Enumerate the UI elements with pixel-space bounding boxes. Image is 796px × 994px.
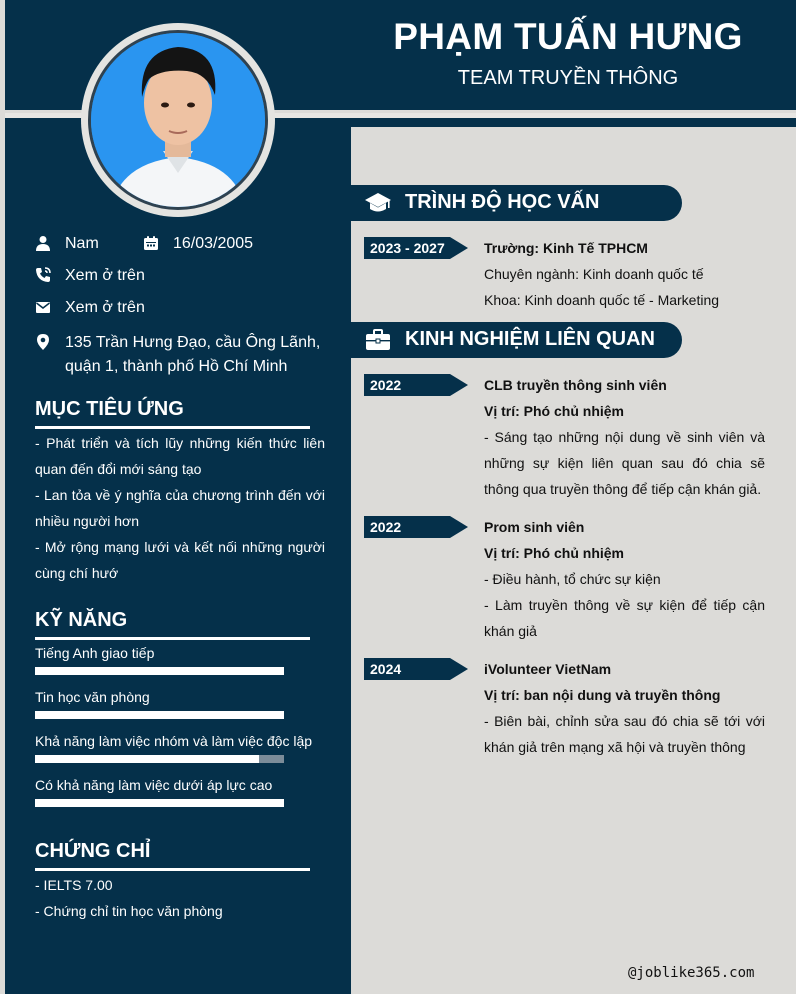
education-period-tag <box>364 237 468 259</box>
avatar <box>88 30 268 210</box>
skill-bar <box>35 667 284 675</box>
skills-divider <box>35 637 310 640</box>
experience-detail: - Làm truyền thông về sự kiện để tiếp cận khán giả <box>484 597 765 639</box>
education-school: Trường: Kinh Tế TPHCM <box>484 240 648 256</box>
gender-value: Nam <box>65 235 99 252</box>
skill-bar-fill <box>35 799 284 807</box>
skill-bar <box>35 711 284 719</box>
experience-year-tag <box>364 374 468 396</box>
skill-label: Tin học văn phòng <box>35 689 150 705</box>
skill-bar <box>35 799 284 807</box>
objective-title: MỤC TIÊU ỨNG <box>35 398 184 420</box>
certificates-list <box>35 872 325 924</box>
certificate-item: - Chứng chỉ tin học văn phòng <box>35 903 223 919</box>
email-value: Xem ở trên <box>65 299 145 316</box>
phone-value: Xem ở trên <box>65 267 145 284</box>
objective-list <box>35 430 325 586</box>
experience-position: Vị trí: Phó chủ nhiệm <box>484 545 625 561</box>
avatar-portrait <box>91 33 265 207</box>
phone-row <box>35 267 145 285</box>
certificates-divider <box>35 868 310 871</box>
objective-item: - Phát triển và tích lũy những kiến thức liên quan đến đổi mới sáng tạo <box>35 435 325 477</box>
candidate-role: TEAM TRUYỀN THÔNG <box>457 67 679 89</box>
experience-detail: - Biên bài, chỉnh sửa sau đó chia sẽ tới với khán giả trên mạng xã hội và truyền thông <box>484 713 765 755</box>
user-icon <box>35 235 51 253</box>
birthdate-value: 16/03/2005 <box>173 235 254 252</box>
address-row <box>35 331 320 379</box>
experience-position: Vị trí: ban nội dung và truyền thông <box>484 687 721 703</box>
experience-position: Vị trí: Phó chủ nhiệm <box>484 403 625 419</box>
calendar-icon <box>143 235 159 253</box>
experience-detail: - Điều hành, tổ chức sự kiện <box>484 571 661 587</box>
education-period: 2023 - 2027 <box>370 240 445 256</box>
experience-entry <box>484 514 765 644</box>
address-line-1: 135 Trần Hưng Đạo, cầu Ông Lãnh, <box>65 334 321 351</box>
skill-bar <box>35 755 284 763</box>
objective-divider <box>35 426 310 429</box>
footer-handle: @joblike365.com <box>628 965 755 981</box>
location-pin-icon <box>35 334 51 352</box>
experience-year-tag <box>364 516 468 538</box>
briefcase-icon <box>365 328 391 352</box>
experience-org: CLB truyền thông sinh viên <box>484 377 667 393</box>
education-faculty: Khoa: Kinh doanh quốc tế - Marketing <box>484 292 720 308</box>
skill-label: Khả năng làm việc nhóm và làm việc độc lập <box>35 733 313 749</box>
experience-title: KINH NGHIỆM LIÊN QUAN <box>405 328 655 350</box>
skill-bar-fill <box>35 711 284 719</box>
address-line-2: quận 1, thành phố Hồ Chí Minh <box>65 358 288 375</box>
objective-item: - Lan tỏa về ý nghĩa của chương trình đến với nhiều người hơn <box>35 487 325 529</box>
certificate-item: - IELTS 7.00 <box>35 877 113 893</box>
experience-entry <box>484 372 765 502</box>
education-major: Chuyên ngành: Kinh doanh quốc tế <box>484 266 704 282</box>
skill-label: Có khả năng làm việc dưới áp lực cao <box>35 777 273 793</box>
experience-detail: - Sáng tạo những nội dung về sinh viên và những sự kiện liên quan sau đó chia sẽ thông qua truyền thông để tiếp cận khán giả. <box>484 429 765 497</box>
phone-icon <box>35 267 51 285</box>
education-header <box>351 185 682 221</box>
envelope-icon <box>35 299 51 317</box>
skill-bar-fill <box>35 755 259 763</box>
education-title: TRÌNH ĐỘ HỌC VẤN <box>405 191 600 213</box>
skill-label: Tiếng Anh giao tiếp <box>35 645 155 661</box>
education-entry <box>484 235 765 313</box>
objective-item: - Mở rộng mạng lưới và kết nối những người cùng chí hướ <box>35 539 325 581</box>
experience-org: iVolunteer VietNam <box>484 661 612 677</box>
certificates-title: CHỨNG CHỈ <box>35 840 151 862</box>
graduation-cap-icon <box>365 191 391 215</box>
experience-year: 2024 <box>370 661 402 677</box>
skill-bar-fill <box>35 667 284 675</box>
skills-title: KỸ NĂNG <box>35 609 128 631</box>
candidate-name: PHẠM TUẤN HƯNG <box>393 16 743 57</box>
experience-header <box>351 322 682 358</box>
experience-org: Prom sinh viên <box>484 519 585 535</box>
experience-year: 2022 <box>370 519 402 535</box>
experience-entry <box>484 656 765 760</box>
gender-row <box>35 235 99 253</box>
experience-year: 2022 <box>370 377 402 393</box>
email-row <box>35 299 145 317</box>
experience-year-tag <box>364 658 468 680</box>
birthdate-row <box>143 235 253 253</box>
